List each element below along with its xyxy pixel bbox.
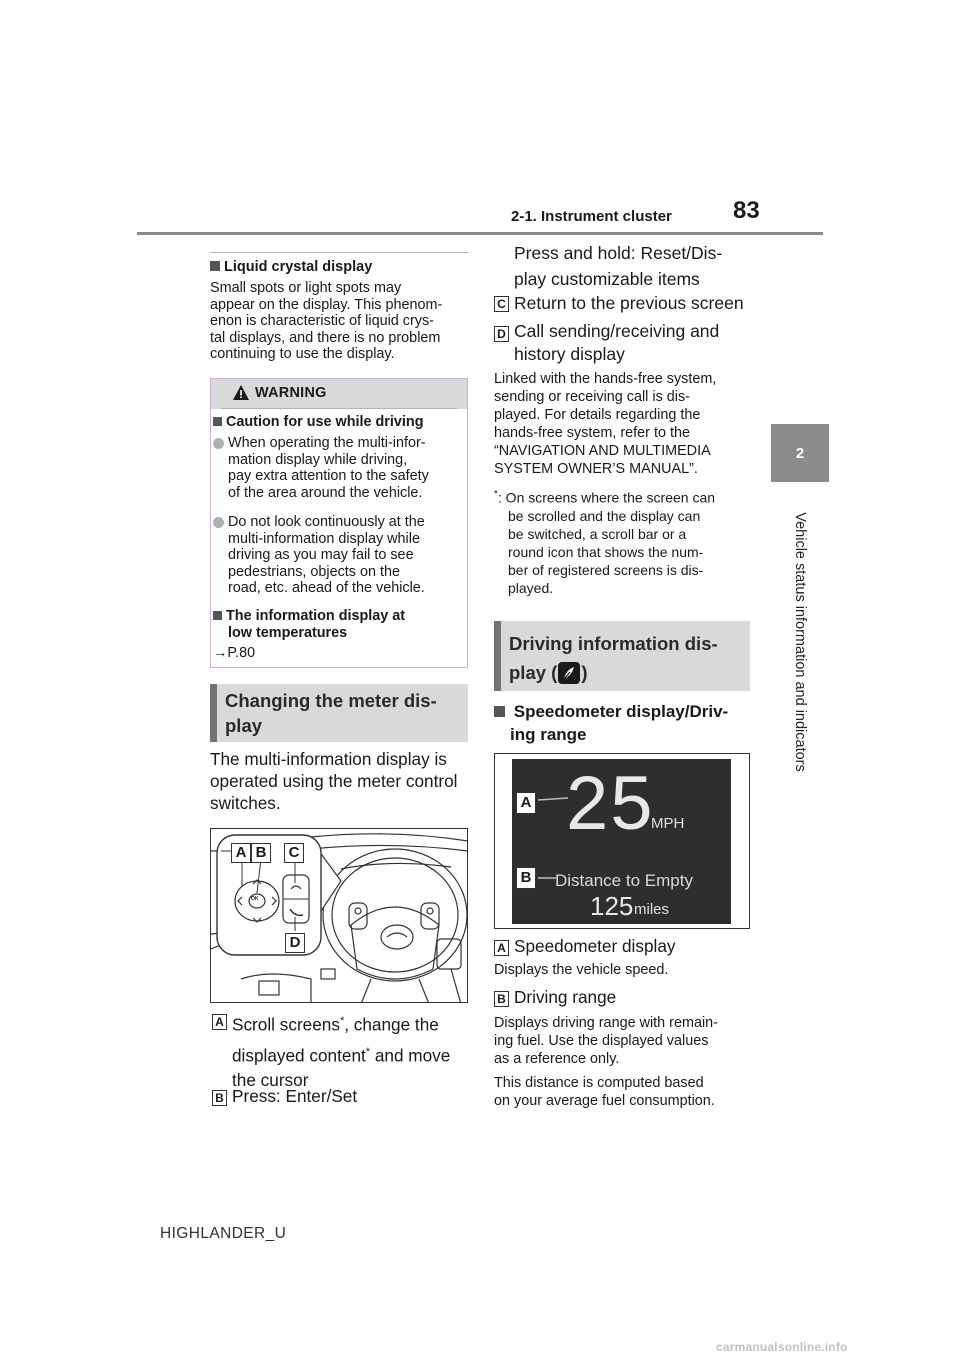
callout-a: A (231, 843, 251, 863)
press-hold-text: Press and hold: Reset/Dis- play customizable items (514, 243, 723, 289)
watermark: carmanualsonline.info (716, 1340, 848, 1354)
range-value: 125 (590, 891, 634, 921)
header-rule (137, 232, 823, 235)
lcd-heading: Liquid crystal display (210, 259, 372, 275)
speed-unit: MPH (651, 815, 685, 832)
footnote: *: On screens where the screen can be scrolled and the display can be switched, a scroll bar or a round icon that shows the num- ber of registered screens is dis- played. (494, 489, 716, 596)
item-b-badge: B (212, 1090, 227, 1106)
lcd-body: Small spots or light spots may appear on the display. This phenom- enon is characteristic of liquid crys- tal displays, and there is no problem continuing to use the display. (210, 280, 443, 362)
screen-callout-a: A (516, 792, 536, 814)
speedo-item-b-badge: B (494, 991, 509, 1007)
warning-triangle-icon (232, 384, 250, 401)
square-bullet-icon (213, 417, 222, 426)
page-reference[interactable]: →P.80 (213, 645, 256, 661)
speedo-item-b-desc2: This distance is computed based on your average fuel consumption. (494, 1075, 715, 1109)
item-b-text: Press: Enter/Set (232, 1086, 358, 1106)
ok-label: OK (251, 896, 259, 902)
model-footer: HIGHLANDER_U (160, 1225, 287, 1242)
speedo-item-a-badge: A (494, 940, 509, 956)
item-d-text: Call sending/receiving and history display (514, 321, 720, 364)
speedometer-heading: Speedometer display/Driv- ing range (494, 700, 728, 746)
speedo-item-a-desc: Displays the vehicle speed. (494, 962, 669, 978)
warning-bullet-2: Do not look continuously at the multi-information display while driving as you may fail to see pedestrians, objects on the road, etc. ahead of the vehicle. (228, 514, 425, 596)
item-c-badge: C (494, 296, 509, 312)
arrow-right-icon: → (213, 645, 228, 661)
driving-info-icon (558, 662, 580, 684)
speedo-item-a-text: Speedometer display (514, 936, 676, 956)
item-a-text: Scroll screens*, change the displayed content* and move the cursor (232, 1014, 451, 1091)
section-heading-driving-info: Driving information dis- play ( ) (494, 621, 750, 691)
speed-value: 25 (566, 761, 655, 846)
section-title: 2-1. Instrument cluster (511, 208, 672, 225)
item-c-text: Return to the previous screen (514, 293, 744, 313)
steering-switch-illustration (210, 828, 468, 1003)
bullet-dot-icon (213, 438, 224, 449)
caution-heading: Caution for use while driving (213, 414, 424, 430)
speedo-item-b-text: Driving range (514, 987, 617, 1007)
callout-leaders (538, 790, 570, 890)
callout-d: D (285, 933, 305, 953)
square-bullet-icon (213, 611, 222, 620)
chapter-tab: 2 (771, 424, 829, 482)
warning-separator (221, 408, 457, 409)
intro-text: The multi-information display is operated using the meter control switches. (210, 749, 458, 813)
distance-to-empty-label: Distance to Empty (555, 871, 693, 890)
square-bullet-icon (210, 261, 220, 271)
square-bullet-icon (494, 706, 505, 717)
bullet-dot-icon (213, 517, 224, 528)
callout-c: C (284, 843, 304, 863)
chapter-label: Vehicle status information and indicators (792, 512, 808, 772)
item-d-badge: D (494, 326, 509, 342)
section-heading-changing-display: Changing the meter dis- play (210, 684, 468, 742)
item-a-badge: A (212, 1014, 227, 1030)
page-number: 83 (733, 197, 760, 224)
range-unit: miles (634, 901, 670, 918)
warning-bullet-1: When operating the multi-infor- mation display while driving, pay extra attention to the safety of the area around the vehicle. (228, 435, 429, 501)
divider (210, 252, 468, 253)
info-heading: The information display at low temperatures (213, 608, 405, 641)
hands-free-note: Linked with the hands-free system, sending or receiving call is dis- played. For details regarding the hands-free system, refer to the “NAVIGATION AND MULTIMEDIA SYSTEM OWNER’S MANUAL”. (494, 371, 717, 477)
speedo-item-b-desc: Displays driving range with remain- ing fuel. Use the displayed values as a reference only. (494, 1015, 718, 1067)
callout-b: B (251, 843, 271, 863)
warning-title: WARNING (255, 385, 327, 401)
screen-callout-b: B (516, 867, 536, 889)
